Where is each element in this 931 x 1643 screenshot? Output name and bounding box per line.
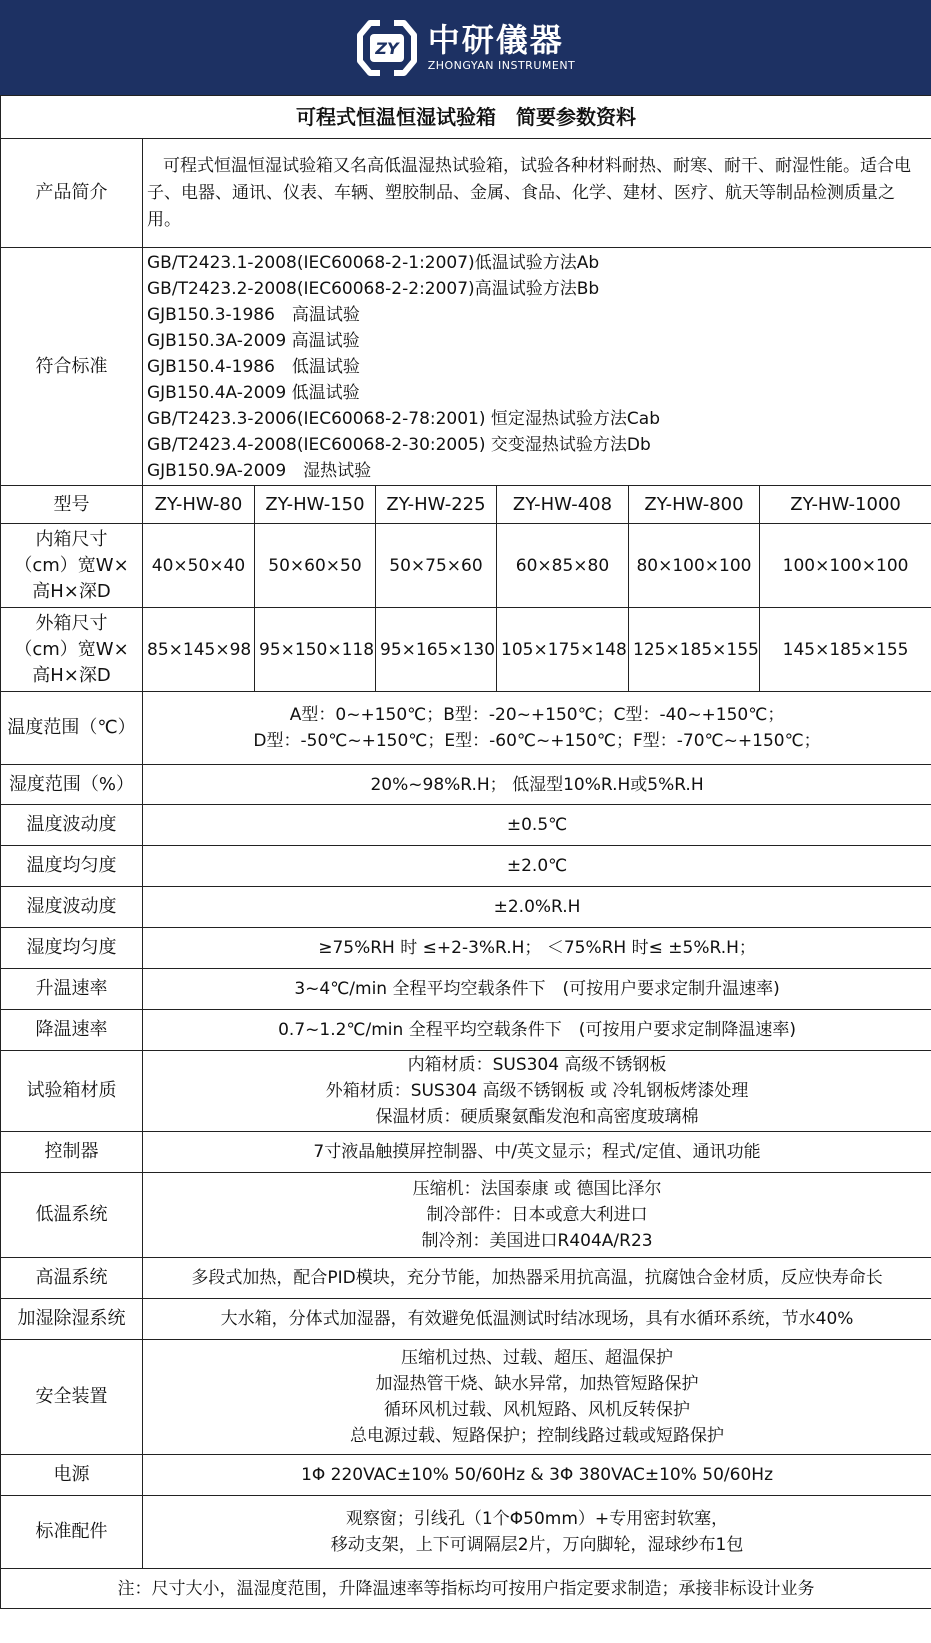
label-line: 外箱尺寸 [35,612,108,634]
safety-line: 循环风机过载、风机短路、风机反转保护 [384,1400,691,1420]
row-hum-fluct [1,887,931,928]
value-safety [143,1340,931,1455]
row-temp-range [1,692,931,765]
label-line: 高H×深D [32,664,111,686]
size-cell: 50×60×50 [255,524,376,608]
value-temp-range [143,692,931,765]
svg-text:ZY: ZY [375,38,399,58]
value-standards [143,248,931,486]
accessory-line: 移动支架，上下可调隔层2片，万向脚轮，湿球纱布1包 [330,1535,744,1555]
label-accessories: 标准配件 [1,1496,143,1569]
row-intro [1,139,931,248]
label-line: 高H×深D [32,580,111,602]
label-inner-size [1,524,143,608]
model-cell: ZY-HW-80 [143,486,255,524]
label-controller: 控制器 [1,1132,143,1173]
model-cell: ZY-HW-800 [629,486,760,524]
row-safety [1,1340,931,1455]
accessory-line: 观察窗；引线孔（1个Φ50mm）+专用密封软塞， [345,1509,729,1529]
row-controller [1,1132,931,1173]
value-low-temp-system [143,1173,931,1258]
safety-line: 压缩机过热、过载、超压、超温保护 [401,1348,674,1368]
label-high-temp-system: 高温系统 [1,1258,143,1299]
size-cell: 85×145×98 [143,608,255,692]
value-humidity-range: 20%~98%R.H； 低湿型10%R.H或5%R.H [143,765,931,805]
label-temp-range: 温度范围（℃） [1,692,143,765]
row-temp-uniform [1,846,931,887]
header-banner [0,0,931,95]
value-controller: 7寸液晶触摸屏控制器、中/英文显示；程式/定值、通讯功能 [143,1132,931,1173]
size-cell: 95×165×130 [376,608,497,692]
zy-logo-icon [356,17,418,79]
size-cell: 105×175×148 [497,608,629,692]
low-temp-line: 压缩机：法国泰康 或 德国比泽尔 [412,1179,662,1199]
label-hum-fluct: 湿度波动度 [1,887,143,928]
value-hum-uniform: ≥75%RH 时 ≤+2-3%R.H； ＜75%RH 时≤ ±5%R.H； [143,928,931,969]
value-power: 1Φ 220VAC±10% 50/60Hz & 3Φ 380VAC±10% 50/60Hz [143,1455,931,1496]
value-high-temp-system: 多段式加热，配合PID模块，充分节能，加热器采用抗高温，抗腐蚀合金材质，反应快寿命长 [143,1258,931,1299]
row-humidify-system [1,1299,931,1340]
row-inner-size [1,524,931,608]
row-material [1,1051,931,1132]
value-material [143,1051,931,1132]
brand-name-en: ZHONGYAN INSTRUMENT [427,58,576,72]
size-cell: 95×150×118 [255,608,376,692]
intro-text: 可程式恒温恒湿试验箱又名高低温湿热试验箱，试验各种材料耐热、耐寒、耐干、耐湿性能。适合电子、电器、通讯、仪表、车辆、塑胶制品、金属、食品、化学、建材、医疗、航天等制品检测质量之用。 [147,155,911,230]
low-temp-line: 制冷剂：美国进口R404A/R23 [421,1231,653,1251]
title-row [1,96,931,139]
value-intro [143,139,931,248]
row-humidity-range [1,765,931,805]
model-cell: ZY-HW-225 [376,486,497,524]
label-line: （cm）宽W× [14,638,129,660]
value-hum-fluct: ±2.0%R.H [143,887,931,928]
spec-table [0,95,931,1609]
temp-range-line: A型：0~+150℃；B型：-20~+150℃；C型：-40~+150℃； [289,705,785,725]
row-cool-rate [1,1010,931,1051]
label-low-temp-system: 低温系统 [1,1173,143,1258]
row-accessories [1,1496,931,1569]
safety-line: 总电源过载、短路保护；控制线路过载或短路保护 [350,1426,725,1446]
model-cell: ZY-HW-150 [255,486,376,524]
row-standards [1,248,931,486]
standard-line: GB/T2423.2-2008(IEC60068-2-2:2007)高温试验方法Bb [147,278,600,299]
footnote: 注：尺寸大小，温湿度范围，升降温速率等指标均可按用户指定要求制造；承接非标设计业务 [1,1569,931,1609]
low-temp-line: 制冷部件：日本或意大利进口 [426,1205,648,1225]
value-temp-uniform: ±2.0℃ [143,846,931,887]
standard-line: GJB150.9A-2009 湿热试验 [147,460,372,481]
label-humidity-range: 湿度范围（%） [1,765,143,805]
size-cell: 50×75×60 [376,524,497,608]
label-standards: 符合标准 [1,248,143,486]
size-cell: 145×185×155 [760,608,931,692]
standard-line: GJB150.3-1986 高温试验 [147,304,360,325]
label-line: 内箱尺寸 [35,528,108,550]
standard-line: GB/T2423.3-2006(IEC60068-2-78:2001) 恒定湿热试验方法Cab [147,408,660,429]
label-cool-rate: 降温速率 [1,1010,143,1051]
size-cell: 60×85×80 [497,524,629,608]
standard-line: GJB150.3A-2009 高温试验 [147,330,360,351]
page-title: 可程式恒温恒湿试验箱 简要参数资料 [1,96,931,139]
label-outer-size [1,608,143,692]
size-cell: 100×100×100 [760,524,931,608]
brand-name-cn: 中研儀器 [427,20,564,59]
material-line: 内箱材质：SUS304 高级不锈钢板 [407,1055,667,1075]
temp-range-line: D型：-50℃~+150℃；E型：-60℃~+150℃；F型：-70℃~+150℃； [253,731,821,751]
safety-line: 加湿热管干烧、缺水异常，加热管短路保护 [375,1374,699,1394]
row-note [1,1569,931,1609]
model-cell: ZY-HW-408 [497,486,629,524]
row-high-temp-system [1,1258,931,1299]
value-heat-rate: 3~4℃/min 全程平均空载条件下 (可按用户要求定制升温速率) [143,969,931,1010]
label-material: 试验箱材质 [1,1051,143,1132]
label-models: 型号 [1,486,143,524]
label-safety: 安全装置 [1,1340,143,1455]
label-intro: 产品简介 [1,139,143,248]
material-line: 保温材质：硬质聚氨酯发泡和高密度玻璃棉 [375,1107,699,1127]
value-temp-fluct: ±0.5℃ [143,805,931,846]
label-temp-fluct: 温度波动度 [1,805,143,846]
label-power: 电源 [1,1455,143,1496]
label-hum-uniform: 湿度均匀度 [1,928,143,969]
row-outer-size [1,608,931,692]
model-cell: ZY-HW-1000 [760,486,931,524]
label-line: （cm）宽W× [14,554,129,576]
standard-line: GB/T2423.4-2008(IEC60068-2-30:2005) 交变湿热试验方法Db [147,434,651,455]
label-temp-uniform: 温度均匀度 [1,846,143,887]
value-accessories [143,1496,931,1569]
brand-text [428,22,576,74]
value-cool-rate: 0.7~1.2℃/min 全程平均空载条件下 (可按用户要求定制降温速率) [143,1010,931,1051]
size-cell: 80×100×100 [629,524,760,608]
material-line: 外箱材质：SUS304 高级不锈钢板 或 冷轧钢板烤漆处理 [325,1081,749,1101]
value-humidify-system: 大水箱，分体式加湿器，有效避免低温测试时结冰现场，具有水循环系统，节水40% [143,1299,931,1340]
brand-logo [356,17,576,79]
standard-line: GJB150.4-1986 低温试验 [147,356,360,377]
size-cell: 40×50×40 [143,524,255,608]
row-temp-fluct [1,805,931,846]
row-low-temp-system [1,1173,931,1258]
standard-line: GJB150.4A-2009 低温试验 [147,382,360,403]
row-hum-uniform [1,928,931,969]
size-cell: 125×185×155 [629,608,760,692]
standard-line: GB/T2423.1-2008(IEC60068-2-1:2007)低温试验方法Ab [147,252,600,273]
row-heat-rate [1,969,931,1010]
label-humidify-system: 加湿除湿系统 [1,1299,143,1340]
row-models [1,486,931,524]
label-heat-rate: 升温速率 [1,969,143,1010]
row-power [1,1455,931,1496]
